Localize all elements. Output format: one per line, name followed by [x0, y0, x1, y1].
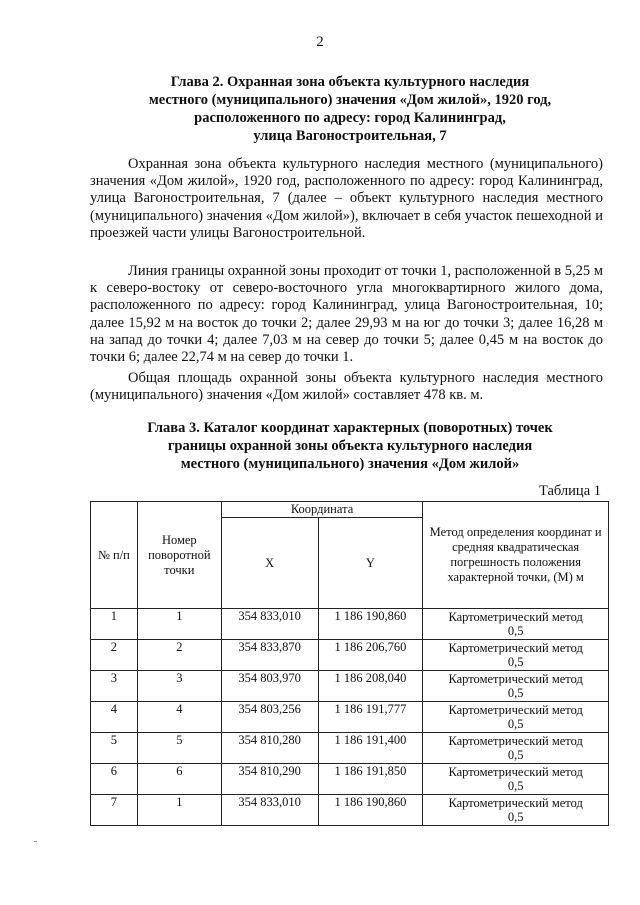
page-number: 2 [316, 34, 324, 50]
method-error: 0,5 [507, 748, 524, 762]
cell-method [423, 640, 609, 671]
chapter-3-title-line: Глава 3. Каталог координат характерных (поворотных) точек [147, 420, 553, 436]
table-row [91, 702, 609, 733]
method-name: Картометрический метод [448, 672, 583, 686]
cell-num: 4 [91, 702, 138, 733]
cell-point: 2 [137, 640, 221, 671]
header-x: X [221, 518, 318, 609]
table-caption: Таблица 1 [538, 483, 601, 499]
method-name: Картометрический метод [448, 734, 583, 748]
cell-num: 3 [91, 671, 138, 702]
paragraph-total-area: Общая площадь охранной зоны объекта культурного наследия местного (муниципального) значения «Дом жилой» составляет 478 кв. м. [90, 370, 603, 404]
chapter-3-title [90, 419, 610, 473]
table-row [91, 671, 609, 702]
table-row [91, 795, 609, 826]
cell-x: 354 833,010 [221, 795, 318, 826]
method-name: Картометрический метод [448, 765, 583, 779]
paragraph-boundary-line: Линия границы охранной зоны проходит от точки 1, расположенной в 5,25 м к северо-востоку от северо-восточного угла многоквартирного жилого дома, расположенного по адресу: город Калининград, улица Вагоностроительная, 10; далее 15,92 м на восток до точки 2; далее 29,93 м на юг до точки 3; далее 16,28 м на запад до точки 4; далее 7,03 м на север до точки 5; далее 0,45 м на восток до точки 6; далее 22,74 м на север до точки 1. [90, 263, 603, 366]
cell-y: 1 186 206,760 [318, 640, 423, 671]
method-name: Картометрический метод [448, 641, 583, 655]
cell-y: 1 186 190,860 [318, 795, 423, 826]
method-error: 0,5 [507, 655, 524, 669]
cell-method [423, 702, 609, 733]
cell-x: 354 833,870 [221, 640, 318, 671]
method-error: 0,5 [507, 810, 524, 824]
header-num: № п/п [91, 502, 138, 609]
cell-point: 5 [137, 733, 221, 764]
cell-num: 2 [91, 640, 138, 671]
cell-method [423, 795, 609, 826]
cell-y: 1 186 208,040 [318, 671, 423, 702]
header-coordinate: Координата [221, 502, 423, 518]
method-error: 0,5 [507, 624, 524, 638]
cell-method [423, 671, 609, 702]
header-y: Y [318, 518, 423, 609]
cell-num: 5 [91, 733, 138, 764]
cell-point: 1 [137, 609, 221, 640]
cell-method [423, 609, 609, 640]
header-point: Номер поворотной точки [137, 502, 221, 609]
cell-num: 1 [91, 609, 138, 640]
cell-method [423, 764, 609, 795]
chapter-2-title-line: Глава 2. Охранная зона объекта культурного наследия [170, 74, 530, 90]
chapter-3-title-line: местного (муниципального) значения «Дом жилой» [180, 456, 520, 472]
method-name: Картометрический метод [448, 796, 583, 810]
table-row [91, 733, 609, 764]
cell-x: 354 833,010 [221, 609, 318, 640]
cell-y: 1 186 191,777 [318, 702, 423, 733]
method-name: Картометрический метод [448, 610, 583, 624]
header-method: Метод определения координат и средняя квадратическая погрешность положения характерной точки, (М) м [423, 502, 609, 609]
method-error: 0,5 [507, 717, 524, 731]
scan-mark [34, 841, 37, 842]
method-error: 0,5 [507, 686, 524, 700]
cell-x: 354 803,256 [221, 702, 318, 733]
cell-y: 1 186 191,400 [318, 733, 423, 764]
cell-method [423, 733, 609, 764]
method-error: 0,5 [507, 779, 524, 793]
cell-x: 354 810,290 [221, 764, 318, 795]
paragraph-zone-description: Охранная зона объекта культурного наследия местного (муниципального) значения «Дом жилой», 1920 год, расположенного по адресу: город Калининград, улица Вагоностроительная, 7 (далее – объект культурного наследия местного (муниципального) значения «Дом жилой»), включает в себя участок пешеходной и проезжей части улицы Вагоностроительной. [90, 156, 603, 241]
chapter-2-title [90, 73, 610, 145]
table-row [91, 640, 609, 671]
table-row [91, 609, 609, 640]
cell-num: 6 [91, 764, 138, 795]
method-name: Картометрический метод [448, 703, 583, 717]
chapter-3-title-line: границы охранной зоны объекта культурного наследия [167, 438, 533, 454]
cell-num: 7 [91, 795, 138, 826]
cell-point: 1 [137, 795, 221, 826]
cell-x: 354 803,970 [221, 671, 318, 702]
chapter-2-title-line: расположенного по адресу: город Калининград, [194, 110, 506, 126]
cell-y: 1 186 191,850 [318, 764, 423, 795]
cell-point: 6 [137, 764, 221, 795]
cell-x: 354 810,280 [221, 733, 318, 764]
table-row [91, 764, 609, 795]
chapter-2-title-line: местного (муниципального) значения «Дом жилой», 1920 год, [148, 92, 552, 108]
cell-y: 1 186 190,860 [318, 609, 423, 640]
chapter-2-title-line: улица Вагоностроительная, 7 [253, 128, 447, 144]
cell-point: 4 [137, 702, 221, 733]
cell-point: 3 [137, 671, 221, 702]
coordinates-table [90, 501, 609, 826]
